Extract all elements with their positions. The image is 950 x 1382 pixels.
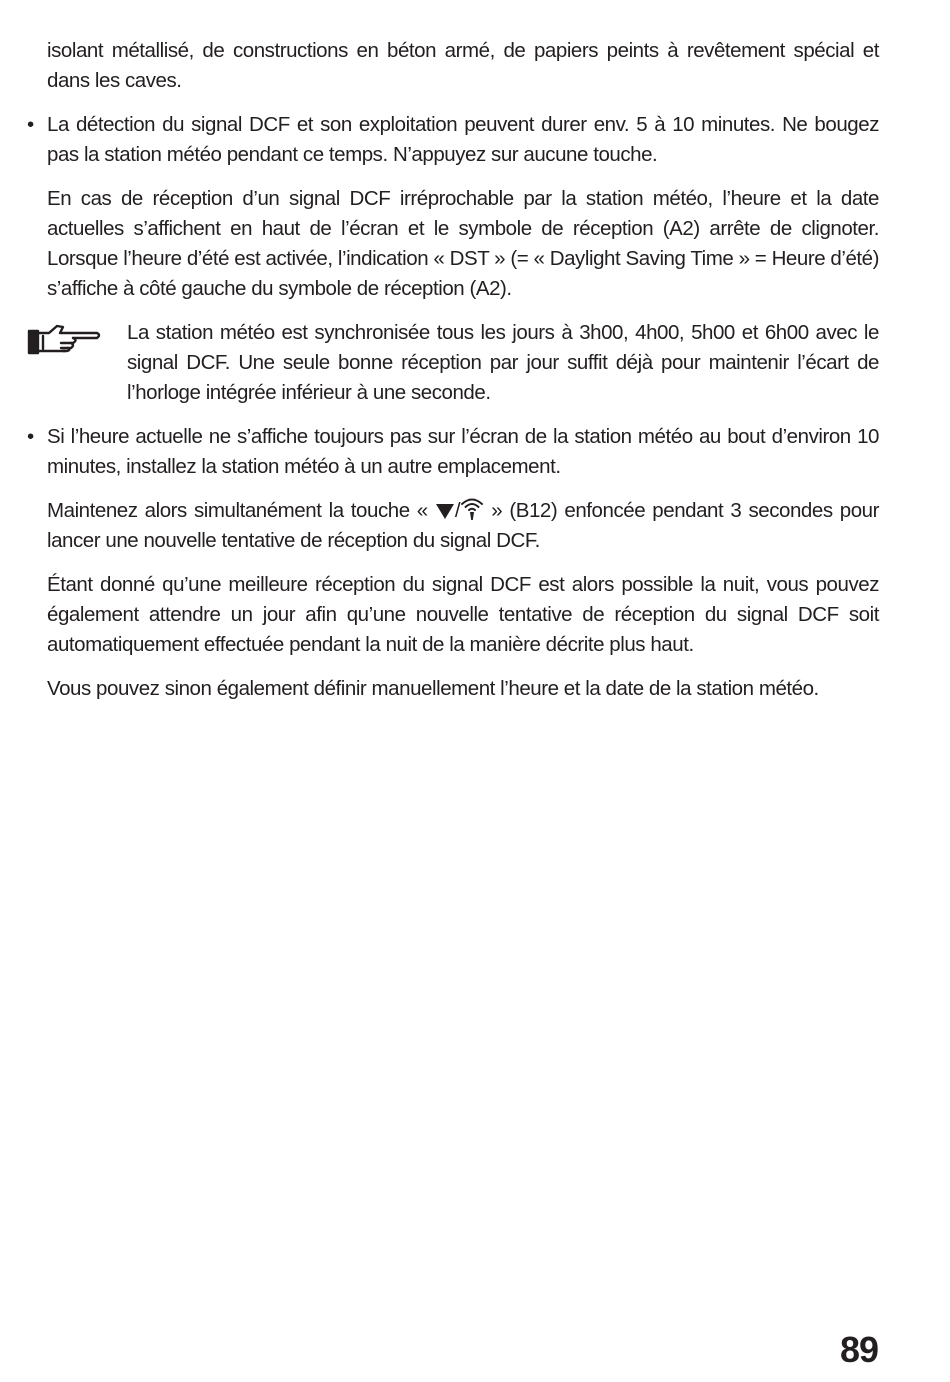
paragraph-night-reception: Étant donné qu’une meilleure réception du signal DCF est alors possible la nuit, vous pouvez également attendre un jour afin qu’une nouvelle tentative de réception du signal DCF soit automatiquement effectuée pendant la nuit de la manière décrite plus haut. — [47, 573, 879, 656]
retry-slash: / — [454, 499, 461, 522]
bullet-text: Si l’heure actuelle ne s’affiche toujours pas sur l’écran de la station météo au bout d’environ 10 minutes, installez la station météo à un autre emplacement. — [47, 425, 879, 478]
paragraph-reception: En cas de réception d’un signal DCF irréprochable par la station météo, l’heure et la date actuelles s’affichent en haut de l’écran et le symbole de réception (A2) arrête de clignoter. Lorsque l’heure d’été est activée, l’indication « DST » (= « Daylight Saving Time » = Heure d’été) s’affiche à côté gauche du symbole de réception (A2). — [47, 187, 879, 300]
retry-text-start: Maintenez alors simultanément la touche « — [47, 499, 435, 522]
down-triangle-icon — [435, 502, 455, 520]
paragraph-manual-setting: Vous pouvez sinon également définir manuellement l’heure et la date de la station météo. — [47, 677, 819, 700]
note-text: La station météo est synchronisée tous les jours à 3h00, 4h00, 5h00 et 6h00 avec le signal DCF. Une seule bonne réception par jour suffit déjà pour maintenir l’écart de l’horloge intégrée inférieur à une seconde. — [127, 321, 879, 404]
radio-signal-icon — [460, 496, 484, 520]
page-content — [27, 36, 879, 718]
pointing-hand-icon — [27, 322, 103, 356]
note-block — [47, 318, 879, 408]
bullet-dot: • — [27, 425, 34, 448]
page-number: 89 — [839, 1329, 878, 1370]
bullet-item-relocate — [27, 422, 879, 482]
paragraph-continuation: isolant métallisé, de constructions en béton armé, de papiers peints à revêtement spécial et dans les caves. — [47, 39, 879, 92]
bullet-item-detection — [27, 110, 879, 170]
bullet-dot: • — [27, 113, 34, 136]
retry-text-end: » (B12) enfoncée pendant 3 secondes pour lancer une nouvelle tentative de réception du signal DCF. — [47, 499, 879, 552]
paragraph-retry — [47, 496, 879, 556]
bullet-text: La détection du signal DCF et son exploitation peuvent durer env. 5 à 10 minutes. Ne bougez pas la station météo pendant ce temps. N’appuyez sur aucune touche. — [47, 113, 879, 166]
